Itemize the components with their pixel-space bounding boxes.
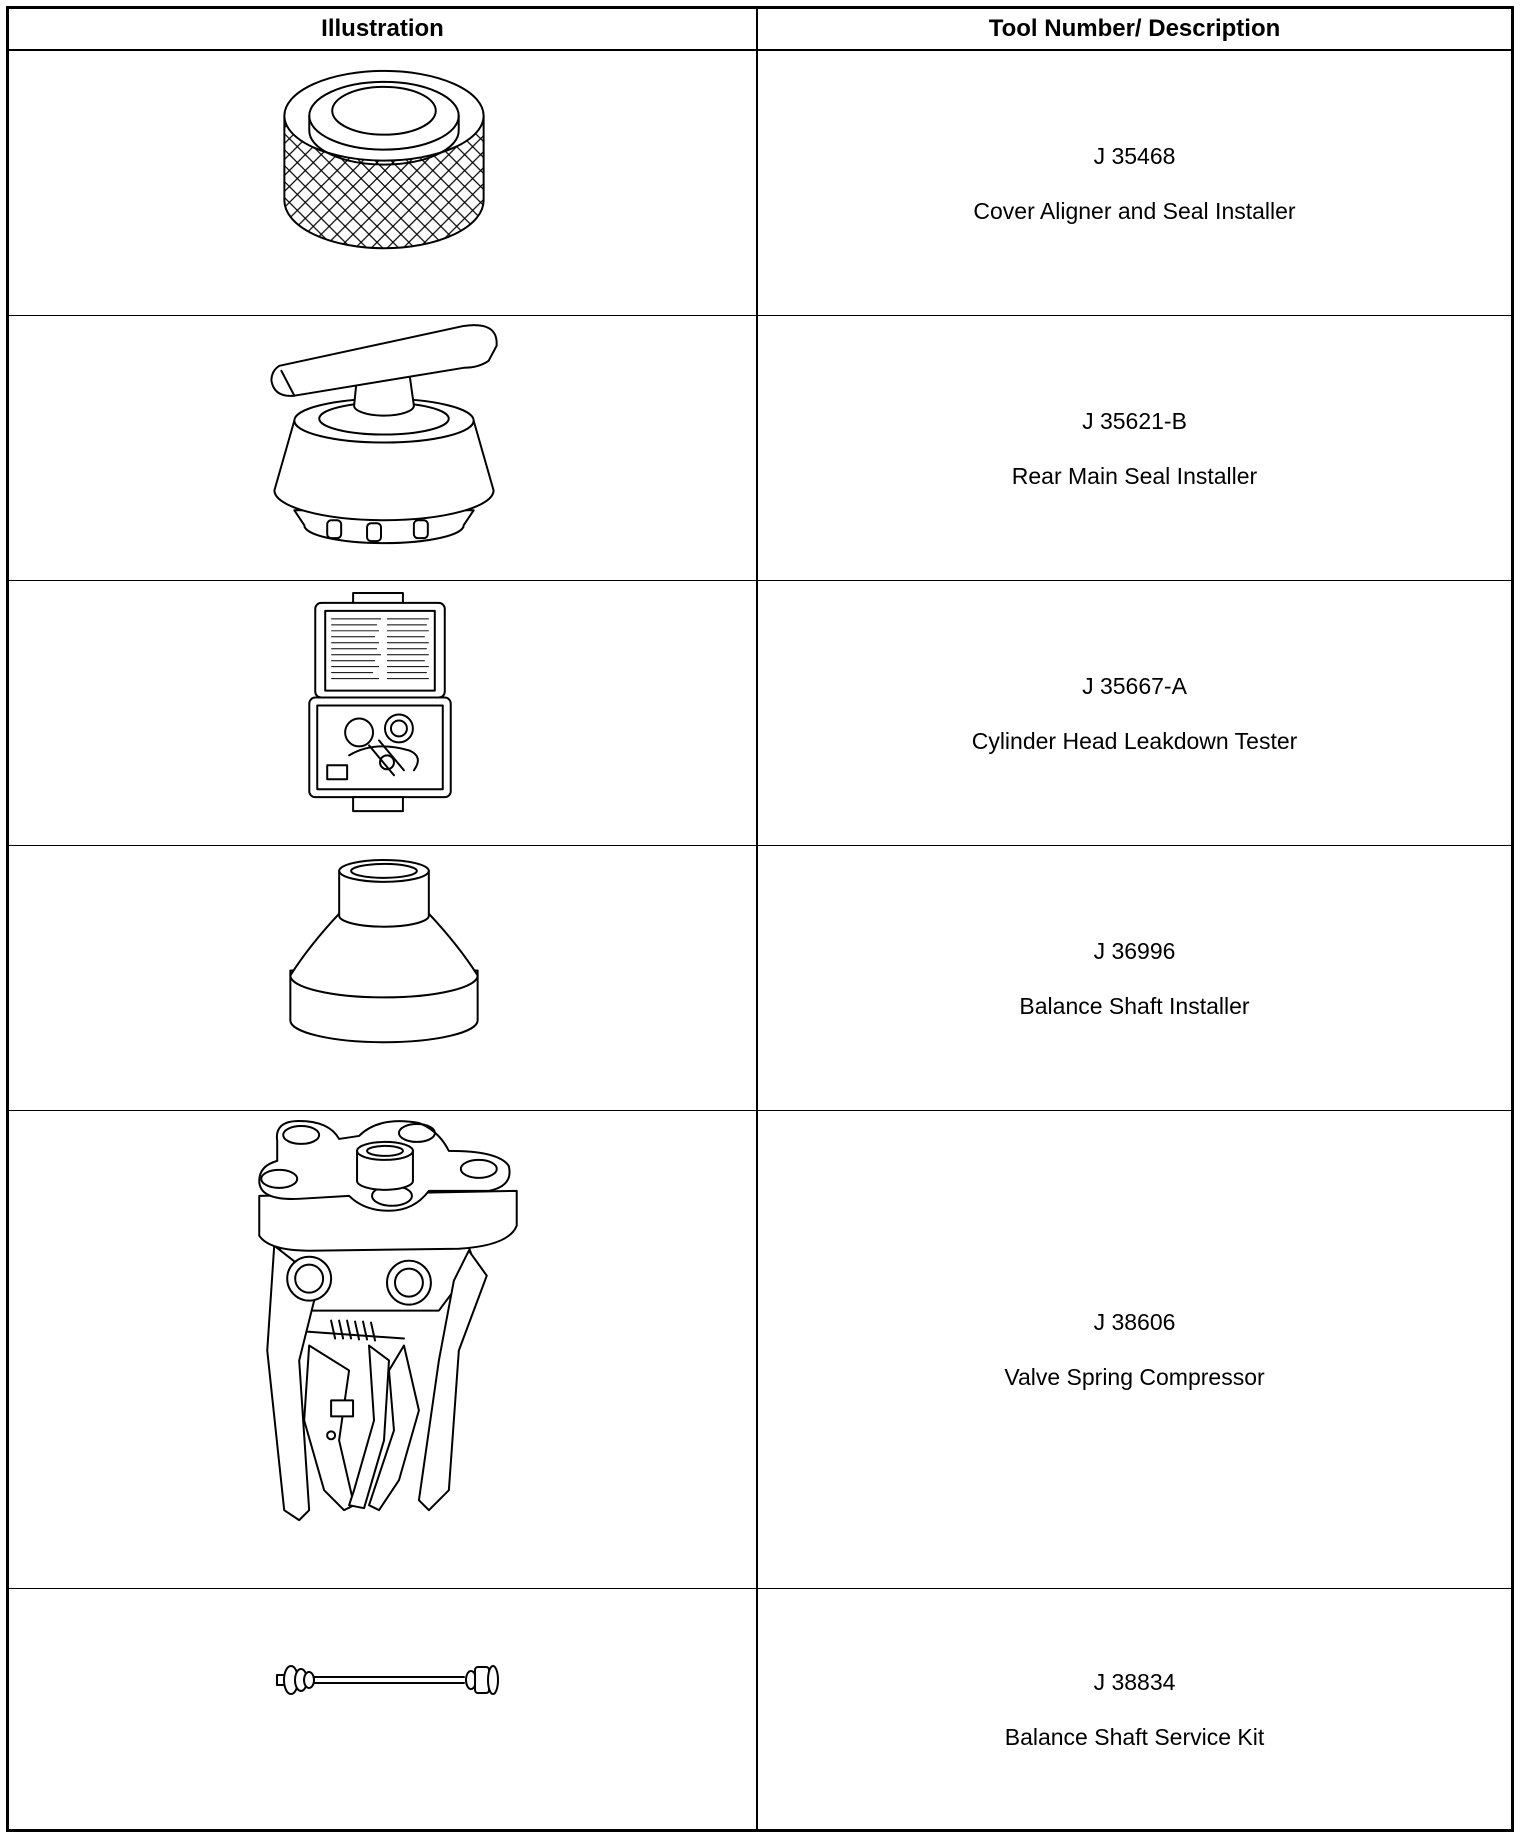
valve-spring-compressor-illustration (9, 1111, 756, 1588)
table-header (9, 9, 1511, 51)
header-tool-description: Tool Number/ Description (988, 15, 1281, 42)
tool-name: Balance Shaft Service Kit (1004, 1723, 1265, 1750)
table-row (9, 1589, 1511, 1829)
cover-aligner-seal-installer-illustration (9, 51, 756, 315)
tool-description-cell (758, 581, 1511, 845)
tool-name: Cover Aligner and Seal Installer (973, 197, 1296, 224)
tool-description-cell (758, 1589, 1511, 1829)
column-divider (756, 9, 758, 1829)
tool-description-cell (758, 51, 1511, 315)
balance-shaft-service-kit-illustration (9, 1589, 756, 1829)
tool-name: Balance Shaft Installer (1019, 992, 1250, 1019)
tool-description-cell (758, 846, 1511, 1110)
table-row (9, 1111, 1511, 1589)
tool-name: Rear Main Seal Installer (1011, 462, 1258, 489)
tool-number: J 35468 (1093, 142, 1176, 169)
table-row (9, 581, 1511, 846)
tool-number: J 38834 (1093, 1668, 1176, 1695)
special-tools-table (6, 6, 1514, 1832)
tool-number: J 38606 (1093, 1309, 1176, 1335)
tool-description-cell (758, 1111, 1511, 1588)
table-row (9, 846, 1511, 1111)
tool-number: J 36996 (1093, 937, 1176, 964)
tool-description-cell (758, 316, 1511, 580)
tool-number: J 35667-A (1082, 672, 1187, 699)
tool-name: Valve Spring Compressor (1004, 1364, 1265, 1390)
tool-name: Cylinder Head Leakdown Tester (971, 727, 1298, 754)
table-row (9, 51, 1511, 316)
balance-shaft-installer-illustration (9, 846, 756, 1110)
tool-number: J 35621-B (1082, 407, 1187, 434)
rear-main-seal-installer-illustration (9, 316, 756, 580)
header-illustration: Illustration (321, 15, 444, 42)
cylinder-head-leakdown-tester-illustration (9, 581, 756, 845)
table-row (9, 316, 1511, 581)
